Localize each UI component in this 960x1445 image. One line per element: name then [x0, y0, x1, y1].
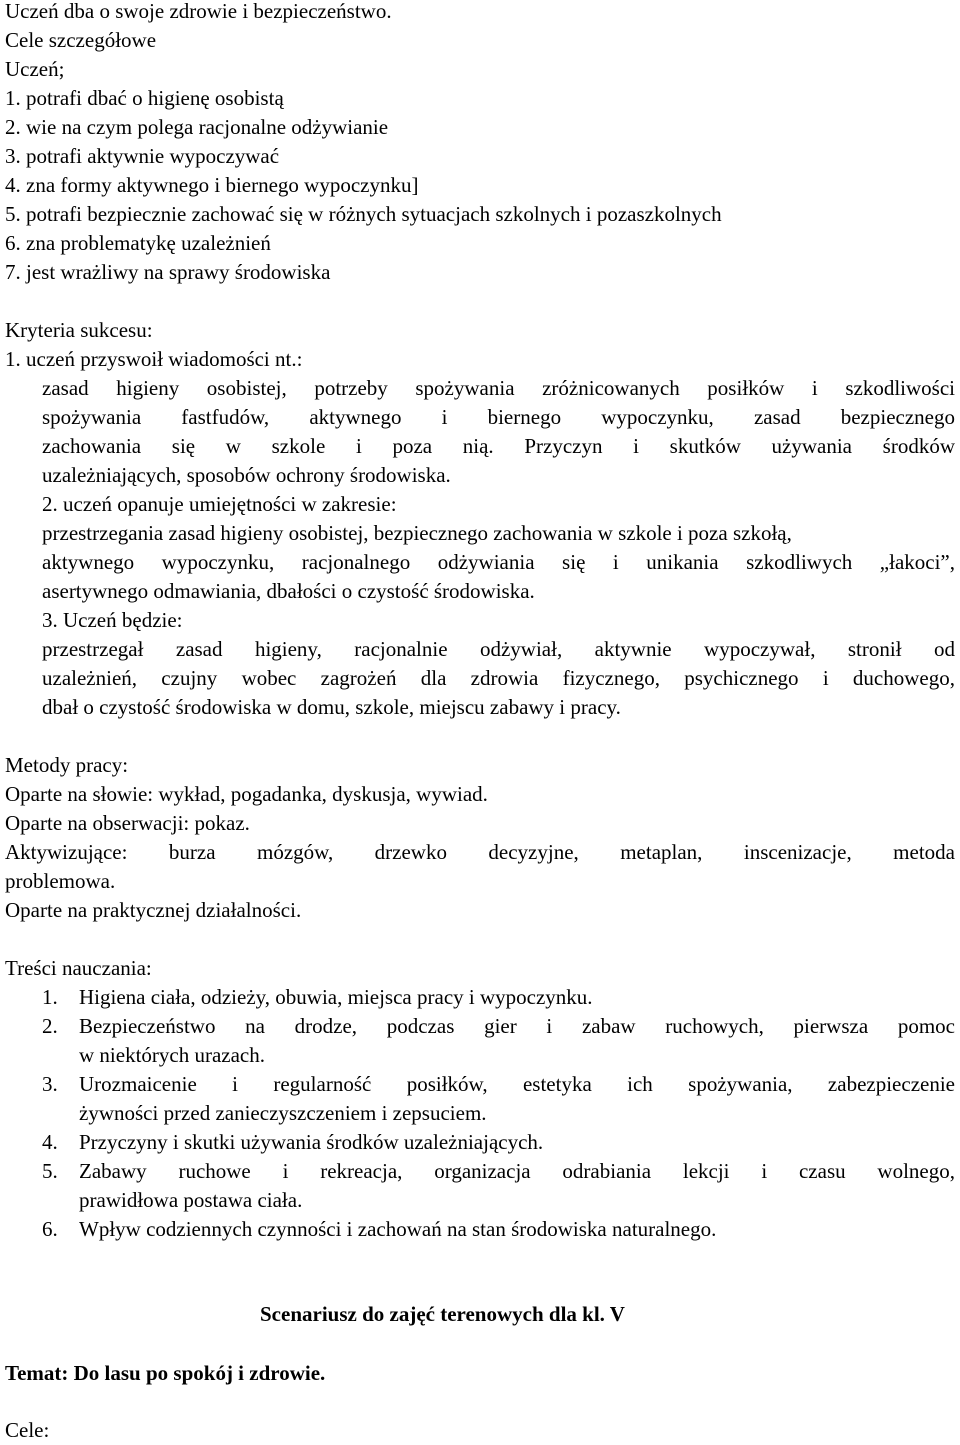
methods-line: Aktywizujące: burza mózgów, drzewko decyzyjne, metaplan, inscenizacje, metoda	[5, 840, 955, 864]
criteria-item-2-head: 2. uczeń opanuje umiejętności w zakresie:	[42, 492, 397, 516]
criteria-item-1-text: spożywania fastfudów, aktywnego i biernego wypoczynku, zasad bezpiecznego	[42, 405, 955, 429]
intro-line-3: Uczeń;	[5, 57, 65, 81]
criteria-item-3-text: przestrzegał zasad higieny, racjonalnie odżywiał, aktywnie wypoczywał, stronił od	[42, 637, 955, 661]
goal-item: 4. zna formy aktywnego i biernego wypoczynku]	[5, 173, 419, 197]
content-item-text: Przyczyny i skutki używania środków uzależniających.	[79, 1130, 544, 1154]
criteria-item-1-text: uzależniających, sposobów ochrony środowiska.	[42, 463, 451, 487]
methods-line: Oparte na słowie: wykład, pogadanka, dyskusja, wywiad.	[5, 782, 488, 806]
methods-line: Oparte na praktycznej działalności.	[5, 898, 302, 922]
scenario-title: Scenariusz do zajęć terenowych dla kl. V	[260, 1302, 625, 1326]
methods-line: problemowa.	[5, 869, 116, 893]
criteria-item-2-text: przestrzegania zasad higieny osobistej, bezpiecznego zachowania w szkole i poza szkołą,	[42, 521, 792, 545]
goal-item: 7. jest wrażliwy na sprawy środowiska	[5, 260, 331, 284]
content-item-text: prawidłowa postawa ciała.	[79, 1188, 303, 1212]
goal-item: 3. potrafi aktywnie wypoczywać	[5, 144, 280, 168]
goal-item: 5. potrafi bezpiecznie zachować się w różnych sytuacjach szkolnych i pozaszkolnych	[5, 202, 722, 226]
content-item-number: 1.	[42, 985, 58, 1009]
content-item-number: 4.	[42, 1130, 58, 1154]
content-item-text: Zabawy ruchowe i rekreacja, organizacja odrabiania lekcji i czasu wolnego,	[79, 1159, 955, 1183]
criteria-item-1-head: 1. uczeń przyswoił wiadomości nt.:	[5, 347, 303, 371]
scenario-goals-label: Cele:	[5, 1418, 50, 1442]
goal-item: 6. zna problematykę uzależnień	[5, 231, 271, 255]
criteria-item-1-text: zachowania się w szkole i poza nią. Przyczyn i skutków używania środków	[42, 434, 955, 458]
content-heading: Treści nauczania:	[5, 956, 152, 980]
scenario-topic: Temat: Do lasu po spokój i zdrowie.	[5, 1361, 326, 1385]
content-item-number: 5.	[42, 1159, 58, 1183]
content-item-text: Wpływ codziennych czynności i zachowań na stan środowiska naturalnego.	[79, 1217, 717, 1241]
criteria-heading: Kryteria sukcesu:	[5, 318, 153, 342]
content-item-text: Higiena ciała, odzieży, obuwia, miejsca pracy i wypoczynku.	[79, 985, 593, 1009]
content-item-text: Urozmaicenie i regularność posiłków, estetyka ich spożywania, zabezpieczenie	[79, 1072, 955, 1096]
intro-line-2: Cele szczegółowe	[5, 28, 157, 52]
content-item-number: 3.	[42, 1072, 58, 1096]
content-item-text: Bezpieczeństwo na drodze, podczas gier i zabaw ruchowych, pierwsza pomoc	[79, 1014, 955, 1038]
criteria-item-3-text: uzależnień, czujny wobec zagrożeń dla zdrowia fizycznego, psychicznego i duchowego,	[42, 666, 955, 690]
content-item-text: żywności przed zanieczyszczeniem i zepsuciem.	[79, 1101, 487, 1125]
content-item-number: 6.	[42, 1217, 58, 1241]
criteria-item-2-text: aktywnego wypoczynku, racjonalnego odżywiania się i unikania szkodliwych „łakoci”,	[42, 550, 955, 574]
criteria-item-1-text: zasad higieny osobistej, potrzeby spożywania zróżnicowanych posiłków i szkodliwości	[42, 376, 955, 400]
goal-item: 2. wie na czym polega racjonalne odżywianie	[5, 115, 389, 139]
content-item-text: w niektórych urazach.	[79, 1043, 265, 1067]
content-item-number: 2.	[42, 1014, 58, 1038]
intro-line-1: Uczeń dba o swoje zdrowie i bezpieczeństwo.	[5, 0, 392, 23]
methods-line: Oparte na obserwacji: pokaz.	[5, 811, 250, 835]
criteria-item-2-text: asertywnego odmawiania, dbałości o czystość środowiska.	[42, 579, 535, 603]
criteria-item-3-head: 3. Uczeń będzie:	[42, 608, 183, 632]
methods-heading: Metody pracy:	[5, 753, 129, 777]
goal-item: 1. potrafi dbać o higienę osobistą	[5, 86, 284, 110]
criteria-item-3-text: dbał o czystość środowiska w domu, szkole, miejscu zabawy i pracy.	[42, 695, 621, 719]
